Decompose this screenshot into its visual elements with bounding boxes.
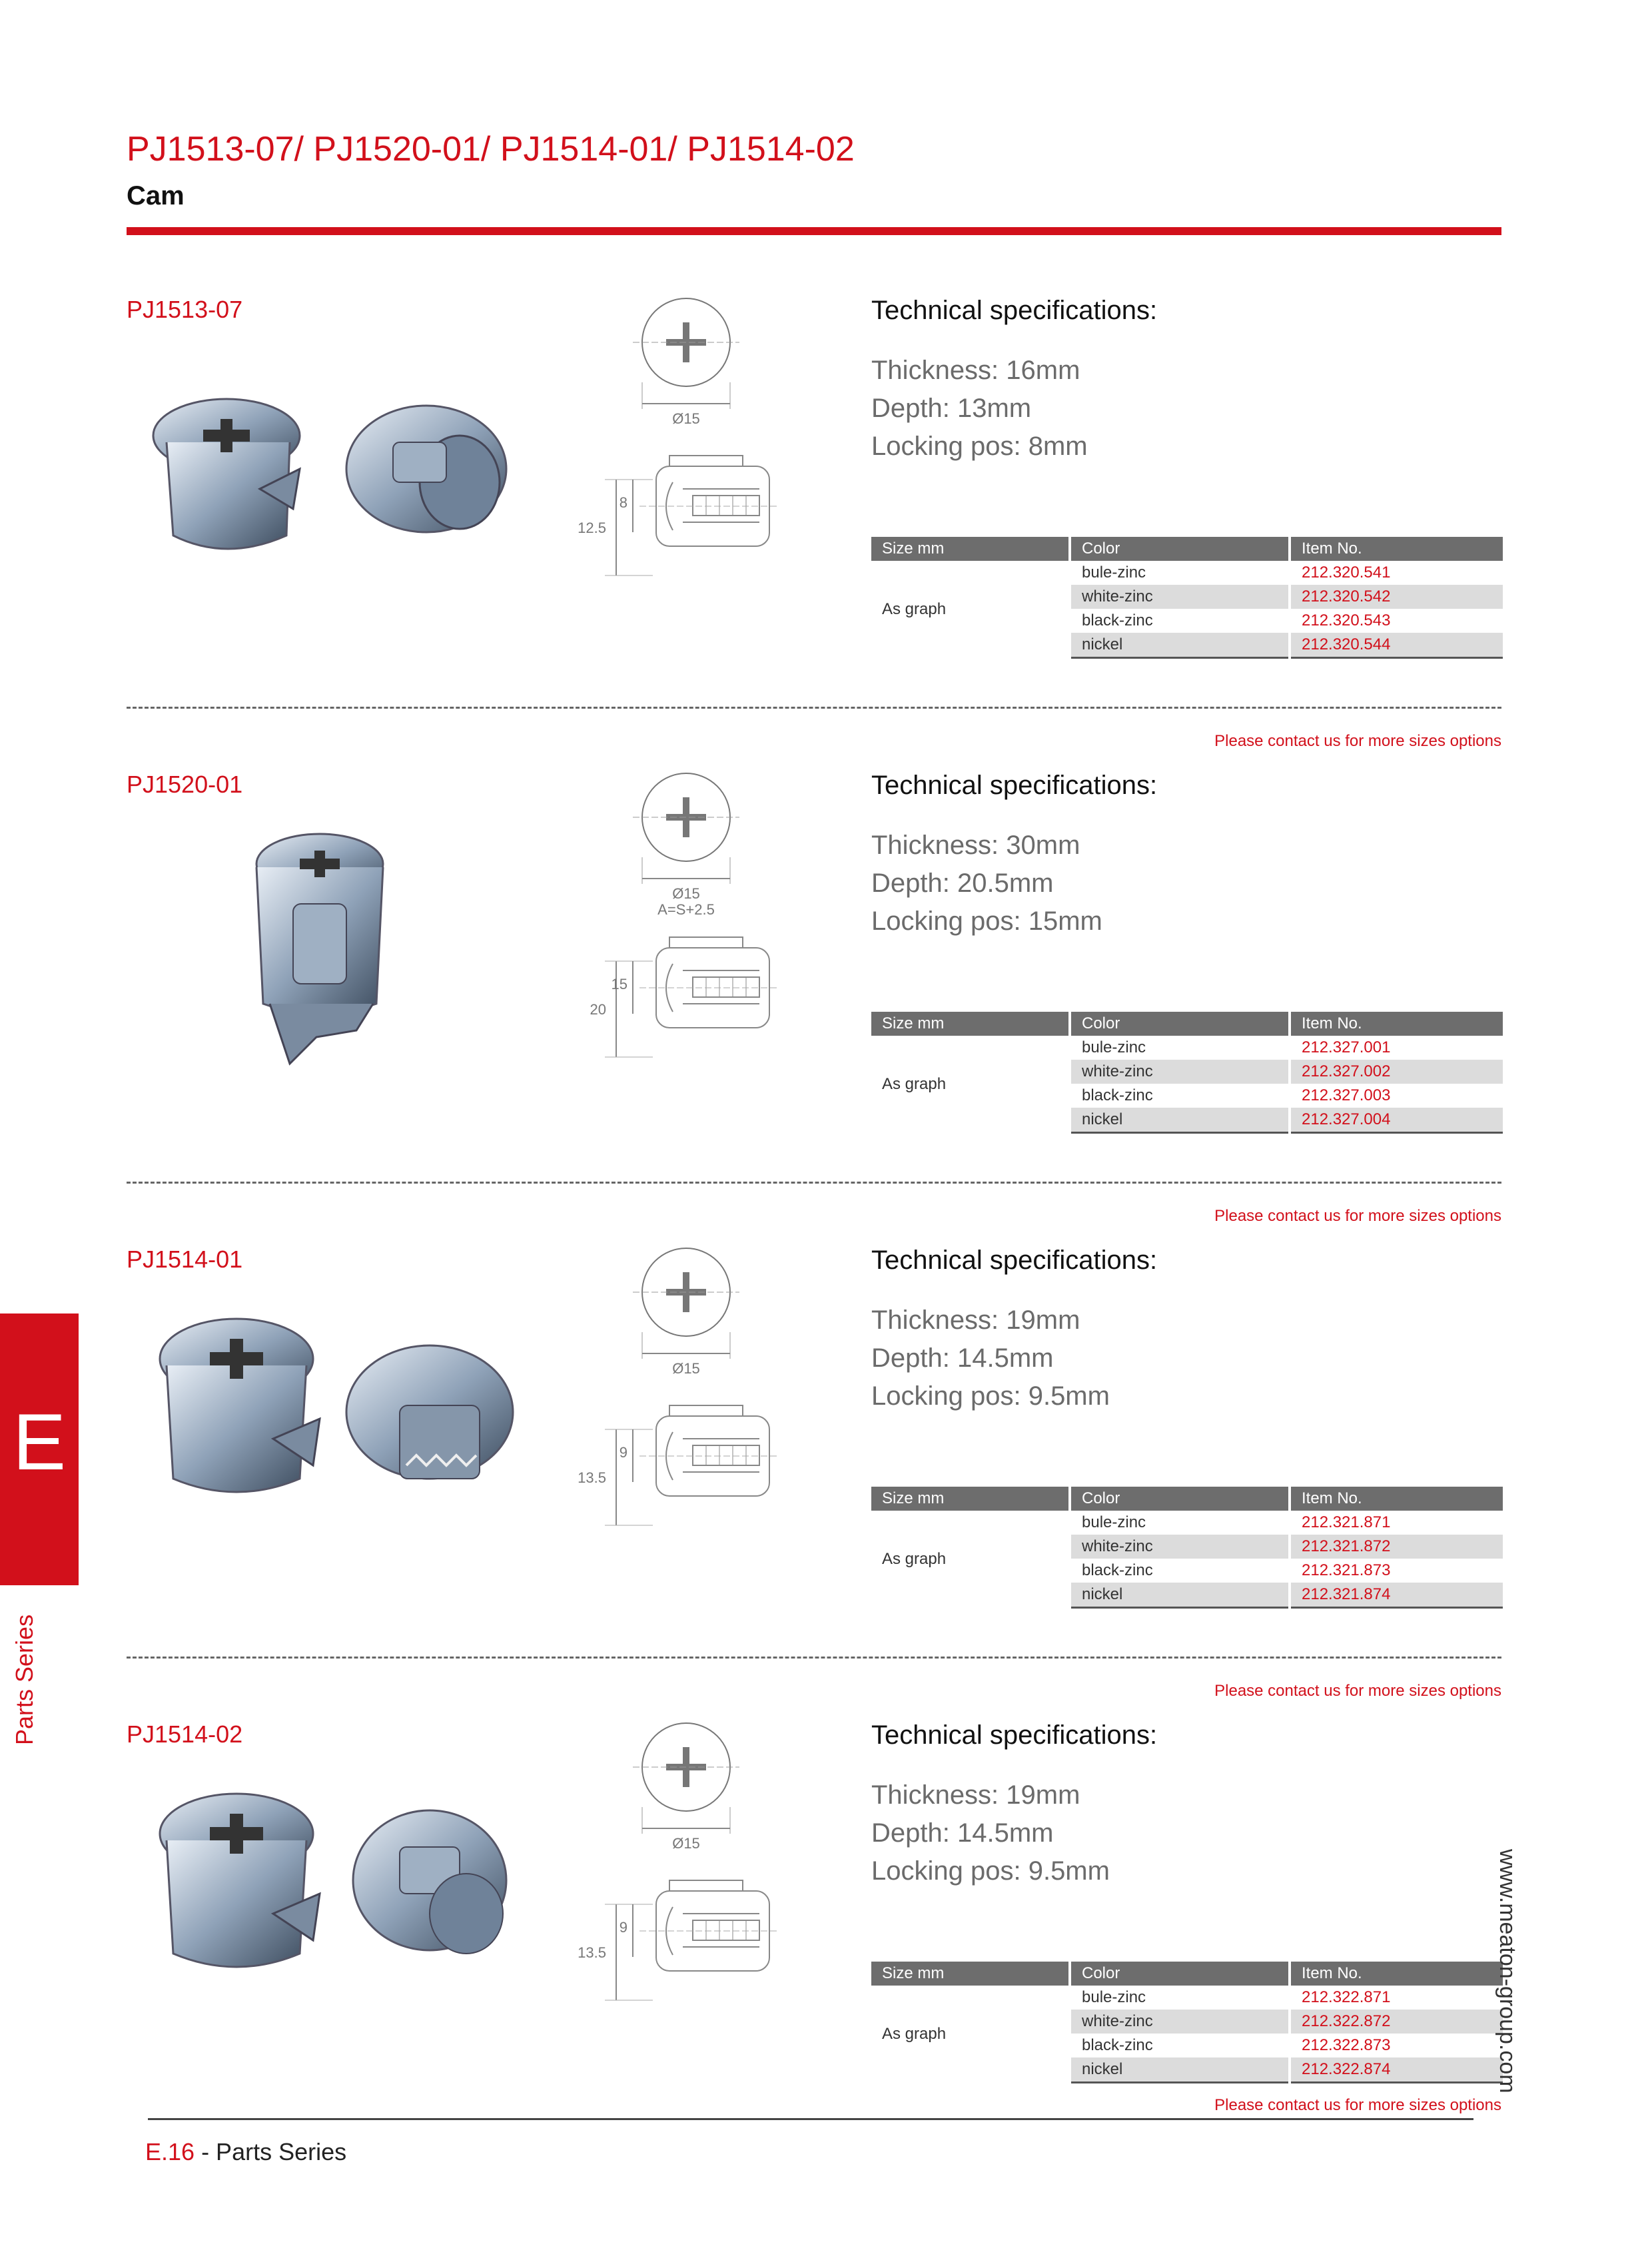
- contact-note: Please contact us for more sizes options: [1214, 1682, 1501, 1700]
- color-cell: nickel: [1070, 2057, 1290, 2083]
- item-cell: 212.320.543: [1302, 611, 1391, 629]
- header-color: Color: [1070, 1962, 1290, 1986]
- contact-note: Please contact us for more sizes options: [1214, 2096, 1501, 2114]
- color-cell: white-zinc: [1070, 1060, 1290, 1084]
- page-title: PJ1513-07/ PJ1520-01/ PJ1514-01/ PJ1514-02: [127, 130, 855, 169]
- color-cell: nickel: [1070, 633, 1290, 658]
- drawing-note: A=S+2.5: [657, 901, 715, 918]
- item-cell: 212.322.874: [1290, 2057, 1503, 2083]
- outer-dimension: 20: [590, 1001, 606, 1018]
- inner-dimension: 9: [619, 1919, 627, 1936]
- spec-table: [871, 1962, 1503, 2083]
- item-cell: 212.327.004: [1290, 1108, 1503, 1133]
- color-cell: nickel: [1070, 1583, 1290, 1608]
- footer: [145, 2138, 346, 2166]
- diameter-label: Ø15: [672, 1360, 700, 1377]
- section-divider: [127, 1182, 1501, 1184]
- color-cell: nickel: [1070, 1108, 1290, 1133]
- color-cell: black-zinc: [1070, 1084, 1290, 1108]
- color-cell: white-zinc: [1070, 1535, 1290, 1559]
- header-color: Color: [1070, 1012, 1290, 1036]
- item-cell: 212.320.541: [1302, 563, 1391, 581]
- spec-locking-pos: Locking pos: 9.5mm: [871, 1856, 1110, 1886]
- product-section-4: [127, 1720, 1501, 2195]
- header-size: Size mm: [871, 1962, 1070, 1986]
- header-size: Size mm: [871, 537, 1070, 561]
- spec-thickness: Thickness: 19mm: [871, 1306, 1080, 1335]
- footer-text: - Parts Series: [195, 2138, 347, 2165]
- item-cell: 212.320.542: [1290, 585, 1503, 609]
- side-tab-label: Parts Series: [11, 1614, 38, 1745]
- spec-table: [871, 1012, 1503, 1134]
- header-item: Item No.: [1290, 1012, 1503, 1036]
- color-cell: black-zinc: [1070, 609, 1290, 633]
- product-photo-1: [127, 336, 533, 629]
- section-divider: [127, 707, 1501, 709]
- header-color: Color: [1070, 537, 1290, 561]
- technical-drawing-1: [540, 296, 899, 589]
- technical-drawing-3: [540, 1246, 899, 1539]
- item-cell: 212.322.871: [1302, 1988, 1391, 2006]
- website-url: www.meaton-group.com: [1495, 1849, 1520, 2093]
- spec-list: [871, 827, 1102, 940]
- spec-list: [871, 1302, 1110, 1415]
- outer-dimension: 13.5: [578, 1944, 606, 1961]
- contact-note: Please contact us for more sizes options: [1214, 1207, 1501, 1225]
- spec-depth: Depth: 13mm: [871, 394, 1032, 423]
- size-cell: As graph: [871, 1986, 1070, 2083]
- header-color: Color: [1070, 1487, 1290, 1511]
- page-subtitle: Cam: [127, 181, 185, 210]
- item-cell: 212.327.001: [1302, 1038, 1391, 1056]
- size-cell: As graph: [871, 1036, 1070, 1133]
- item-cell: 212.321.871: [1302, 1513, 1391, 1531]
- item-cell: 212.320.544: [1290, 633, 1503, 658]
- spec-thickness: Thickness: 30mm: [871, 831, 1080, 860]
- item-cell: 212.321.874: [1290, 1583, 1503, 1608]
- spec-heading: Technical specifications:: [871, 1246, 1158, 1275]
- product-code: PJ1514-02: [127, 1720, 243, 1748]
- spec-depth: Depth: 14.5mm: [871, 1343, 1054, 1373]
- product-section-3: [127, 1246, 1501, 1720]
- product-section-2: [127, 771, 1501, 1246]
- color-cell: bule-zinc: [1070, 1036, 1290, 1060]
- spec-locking-pos: Locking pos: 9.5mm: [871, 1381, 1110, 1411]
- spec-list: [871, 1776, 1110, 1890]
- header-item: Item No.: [1290, 1962, 1503, 1986]
- spec-locking-pos: Locking pos: 15mm: [871, 907, 1102, 936]
- color-cell: black-zinc: [1070, 2034, 1290, 2057]
- color-cell: bule-zinc: [1070, 561, 1290, 585]
- product-photo-2: [127, 811, 533, 1104]
- spec-table: [871, 537, 1503, 659]
- item-cell: 212.327.003: [1302, 1086, 1391, 1104]
- technical-drawing-2: [540, 771, 899, 1064]
- section-divider: [127, 1657, 1501, 1659]
- spec-locking-pos: Locking pos: 8mm: [871, 432, 1088, 461]
- item-cell: 212.322.872: [1290, 2010, 1503, 2034]
- header-size: Size mm: [871, 1012, 1070, 1036]
- diameter-label: Ø15: [672, 410, 700, 427]
- product-code: PJ1513-07: [127, 296, 243, 323]
- spec-depth: Depth: 20.5mm: [871, 869, 1054, 898]
- color-cell: bule-zinc: [1070, 1986, 1290, 2010]
- header-item: Item No.: [1290, 537, 1503, 561]
- spec-heading: Technical specifications:: [871, 296, 1158, 325]
- spec-table: [871, 1487, 1503, 1609]
- spec-heading: Technical specifications:: [871, 771, 1158, 800]
- spec-list: [871, 352, 1088, 466]
- size-cell: As graph: [871, 561, 1070, 658]
- inner-dimension: 15: [611, 976, 627, 992]
- inner-dimension: 9: [619, 1444, 627, 1461]
- technical-drawing-4: [540, 1720, 899, 2014]
- product-photo-3: [127, 1286, 533, 1579]
- header-item: Item No.: [1290, 1487, 1503, 1511]
- product-section-1: [127, 296, 1501, 771]
- side-tab-letter: E: [12, 1397, 67, 1487]
- diameter-label: Ø15: [672, 885, 700, 902]
- header-size: Size mm: [871, 1487, 1070, 1511]
- product-code: PJ1514-01: [127, 1246, 243, 1273]
- product-photo-4: [127, 1760, 533, 2054]
- size-cell: As graph: [871, 1511, 1070, 1608]
- spec-depth: Depth: 14.5mm: [871, 1818, 1054, 1848]
- title-rule: [127, 227, 1501, 235]
- spec-heading: Technical specifications:: [871, 1720, 1158, 1750]
- outer-dimension: 12.5: [578, 520, 606, 536]
- color-cell: black-zinc: [1070, 1559, 1290, 1583]
- item-cell: 212.321.872: [1290, 1535, 1503, 1559]
- outer-dimension: 13.5: [578, 1469, 606, 1486]
- item-cell: 212.327.002: [1290, 1060, 1503, 1084]
- item-cell: 212.321.873: [1302, 1561, 1391, 1579]
- item-cell: 212.322.873: [1302, 2036, 1391, 2054]
- diameter-label: Ø15: [672, 1835, 700, 1852]
- color-cell: white-zinc: [1070, 585, 1290, 609]
- contact-note: Please contact us for more sizes options: [1214, 732, 1501, 750]
- color-cell: white-zinc: [1070, 2010, 1290, 2034]
- spec-thickness: Thickness: 19mm: [871, 1780, 1080, 1810]
- page-number: E.16: [145, 2138, 195, 2165]
- product-code: PJ1520-01: [127, 771, 243, 798]
- footer-rule: [148, 2118, 1473, 2120]
- spec-thickness: Thickness: 16mm: [871, 356, 1080, 385]
- color-cell: bule-zinc: [1070, 1511, 1290, 1535]
- inner-dimension: 8: [619, 494, 627, 511]
